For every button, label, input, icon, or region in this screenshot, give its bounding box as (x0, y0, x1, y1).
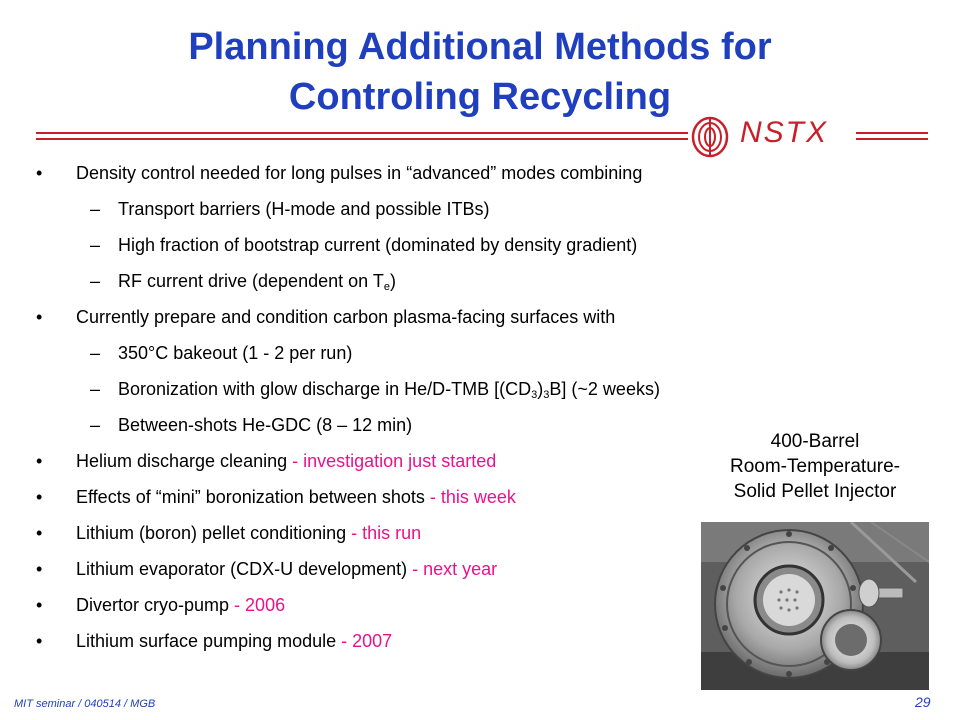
header-rule-left-bottom (36, 138, 688, 140)
bullet-text: Helium discharge cleaning (76, 451, 293, 471)
pellet-injector-photo (701, 522, 929, 690)
bullet-divertor-cryo-pump (36, 595, 676, 616)
subscript-3a: 3 (531, 389, 538, 401)
bullet-text: Effects of “mini” boronization between shots (76, 487, 430, 507)
bullet-mini-boronization (36, 487, 676, 508)
bullet-marker: • (36, 631, 43, 651)
bullet-marker: • (36, 163, 43, 183)
dash-marker: – (90, 415, 101, 435)
subbullet-bakeout (36, 343, 676, 364)
subbullet-transport-barriers (36, 199, 676, 220)
page-number: 29 (915, 694, 931, 710)
subbullet-bootstrap-current (36, 235, 676, 256)
dash-marker: – (90, 271, 101, 291)
subbullet-boronization (36, 379, 676, 400)
bullet-marker: • (36, 307, 43, 327)
subbullet-text: High fraction of bootstrap current (dominated by density gradient) (118, 235, 638, 255)
caption-line-1: 400-Barrel (770, 431, 860, 452)
dash-marker: – (90, 379, 101, 399)
bullet-status: - investigation just started (292, 451, 497, 471)
bullet-marker: • (36, 559, 43, 579)
bullet-lithium-pumping-module (36, 631, 676, 652)
bullet-marker: • (36, 487, 43, 507)
bullet-text: Lithium surface pumping module (76, 631, 342, 651)
slide-title (0, 22, 960, 122)
subbullet-close-paren: ) (389, 271, 396, 291)
bullet-density-control (36, 163, 676, 184)
bullet-status: - this run (351, 523, 422, 543)
slide-title-line-1: Planning Additional Methods for (188, 26, 772, 68)
subbullet-text: Between-shots He-GDC (8 – 12 min) (118, 415, 413, 435)
dash-marker: – (90, 235, 101, 255)
bullet-marker: • (36, 595, 43, 615)
bullet-surface-conditioning (36, 307, 676, 328)
bullet-lithium-pellet (36, 523, 676, 544)
footer-presentation-info: MIT seminar / 040514 / MGB (14, 698, 156, 710)
subbullet-text: Transport barriers (H-mode and possible ITBs) (118, 199, 490, 219)
nstx-logo-text: NSTX (736, 116, 832, 150)
subscript-e: e (383, 281, 390, 293)
bullet-status: - 2007 (341, 631, 393, 651)
subbullet-he-gdc (36, 415, 676, 436)
bullet-list (36, 163, 676, 667)
photo-caption (690, 429, 940, 504)
caption-line-3: Solid Pellet Injector (733, 481, 897, 502)
bullet-status: - next year (412, 559, 498, 579)
header-rule-left-top (36, 132, 688, 134)
bullet-text: Lithium evaporator (CDX-U development) (76, 559, 413, 579)
subbullet-text: RF current drive (dependent on T (118, 271, 384, 291)
dash-marker: – (90, 199, 101, 219)
bullet-status: - this week (429, 487, 516, 507)
subbullet-text-a: Boronization with glow discharge in He/D-TMB [(CD (118, 379, 532, 399)
bullet-helium-cleaning (36, 451, 676, 472)
subbullet-rf-current-drive (36, 271, 676, 292)
dash-marker: – (90, 343, 101, 363)
bullet-text: Density control needed for long pulses in “advanced” modes combining (76, 163, 643, 183)
subbullet-text-c: B] (~2 weeks) (549, 379, 660, 399)
slide-title-line-2: Controling Recycling (288, 76, 672, 118)
subscript-3b: 3 (543, 389, 550, 401)
bullet-text: Currently prepare and condition carbon plasma-facing surfaces with (76, 307, 616, 327)
subbullet-text: 350°C bakeout (1 - 2 per run) (118, 343, 353, 363)
bullet-lithium-evaporator (36, 559, 676, 580)
bullet-text: Lithium (boron) pellet conditioning (76, 523, 352, 543)
bullet-text: Divertor cryo-pump (76, 595, 235, 615)
pellet-injector-illustration (701, 522, 929, 690)
caption-line-2: Room-Temperature- (730, 456, 900, 477)
bullet-marker: • (36, 523, 43, 543)
bullet-status: - 2006 (234, 595, 286, 615)
subbullet-text-b: ) (537, 379, 544, 399)
bullet-marker: • (36, 451, 43, 471)
